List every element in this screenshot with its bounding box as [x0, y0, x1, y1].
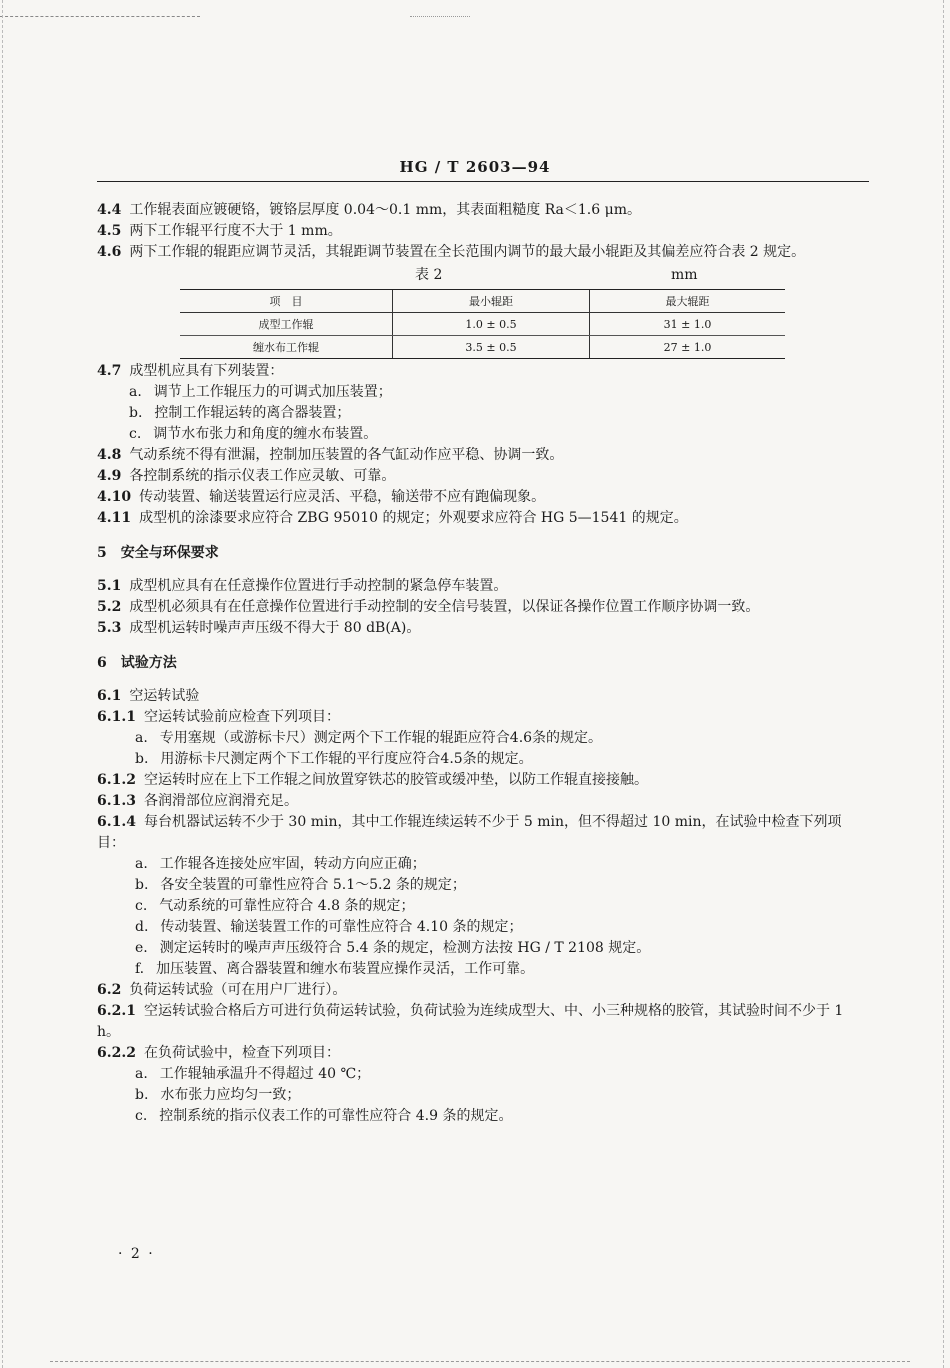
clause-text: 空运转试验合格后方可进行负荷运转试验，负荷试验为连续成型大、中、小三种规格的胶管，其试验时间不少于 1 h。 [97, 1003, 844, 1040]
clause-text: 空运转时应在上下工作辊之间放置穿铁芯的胶管或缓冲垫，以防工作辊直接接触。 [143, 772, 648, 788]
list-marker: d. [135, 919, 149, 935]
clause-number: 5.2 [97, 599, 122, 615]
scan-edge-left [2, 0, 3, 1368]
clause-5-1 [97, 576, 869, 597]
scan-artifact-top-dots [410, 16, 470, 17]
list-marker: c. [135, 898, 148, 914]
list-item [97, 959, 869, 980]
clause-text: 成型机运转时噪声声压级不得大于 80 dB(A)。 [129, 620, 421, 636]
clause-5-3 [97, 618, 869, 639]
clause-4-7 [97, 361, 869, 382]
scan-artifact-top [0, 16, 200, 17]
list-marker: b. [135, 877, 149, 893]
list-marker: a. [135, 856, 148, 872]
list-item [97, 1106, 869, 1127]
section-6-title: 6 试验方法 [97, 655, 177, 671]
list-item [97, 728, 869, 749]
list-item-text: 各安全装置的可靠性应符合 5.1～5.2 条的规定； [160, 877, 466, 893]
table-cell: 27 ± 1.0 [590, 336, 786, 359]
scan-artifact-bottom [50, 1361, 910, 1362]
table-unit: mm [671, 267, 698, 283]
table-header-cell: 最大辊距 [590, 290, 786, 313]
list-marker: b. [135, 751, 149, 767]
clause-5-2 [97, 597, 869, 618]
clause-4-5 [97, 221, 869, 242]
table-2-caption-row [97, 265, 869, 289]
clause-text: 各控制系统的指示仪表工作应灵敏、可靠。 [129, 468, 396, 484]
clause-text: 各润滑部位应润滑充足。 [143, 793, 298, 809]
table-cell: 缠水布工作辊 [180, 336, 393, 359]
clause-4-11 [97, 508, 869, 529]
clause-text: 在负荷试验中，检查下列项目： [143, 1045, 340, 1061]
clause-6-1-4 [97, 812, 869, 854]
clause-6-2-2 [97, 1043, 869, 1064]
clause-6-2 [97, 980, 869, 1001]
list-item-text: 水布张力应均匀一致； [160, 1087, 301, 1103]
list-item [97, 917, 869, 938]
table-header-cell: 项 目 [180, 290, 393, 313]
table-cell: 成型工作辊 [180, 313, 393, 336]
table-header-cell: 最小辊距 [393, 290, 590, 313]
list-item-text: 用游标卡尺测定两个下工作辊的平行度应符合4.5条的规定。 [160, 751, 533, 767]
list-marker: f. [135, 961, 145, 977]
page-number: · 2 · [118, 1246, 155, 1262]
clause-text: 成型机必须具有在任意操作位置进行手动控制的安全信号装置，以保证各操作位置工作顺序协调一致。 [129, 599, 760, 615]
table-row [180, 313, 785, 336]
clause-number: 4.6 [97, 244, 122, 260]
list-marker: b. [129, 405, 143, 421]
list-item [97, 382, 869, 403]
list-marker: b. [135, 1087, 149, 1103]
list-item-text: 调节水布张力和角度的缠水布装置。 [153, 426, 378, 442]
clause-text: 两下工作辊的辊距应调节灵活，其辊距调节装置在全长范围内调节的最大最小辊距及其偏差应符合表 2 规定。 [129, 244, 806, 260]
clause-number: 6.1.4 [97, 814, 136, 830]
clause-4-4 [97, 200, 869, 221]
list-item [97, 1064, 869, 1085]
clause-text: 传动装置、输送装置运行应灵活、平稳，输送带不应有跑偏现象。 [139, 489, 546, 505]
clause-number: 4.4 [97, 202, 122, 218]
table-row [180, 336, 785, 359]
clause-number: 4.9 [97, 468, 122, 484]
table-cell: 3.5 ± 0.5 [393, 336, 590, 359]
clause-number: 4.10 [97, 489, 132, 505]
standard-code-header: HG / T 2603—94 [399, 158, 551, 176]
clause-number: 4.7 [97, 363, 122, 379]
list-item-text: 传动装置、输送装置工作的可靠性应符合 4.10 条的规定； [160, 919, 523, 935]
header-rule [97, 181, 869, 182]
clause-number: 5.1 [97, 578, 122, 594]
table-cell: 1.0 ± 0.5 [393, 313, 590, 336]
list-item [97, 749, 869, 770]
clause-4-10 [97, 487, 869, 508]
clause-number: 4.5 [97, 223, 122, 239]
clause-number: 6.1.2 [97, 772, 136, 788]
clause-number: 6.1.3 [97, 793, 136, 809]
clause-6-1-1 [97, 707, 869, 728]
clause-number: 6.2 [97, 982, 122, 998]
clause-number: 6.2.2 [97, 1045, 136, 1061]
clause-text: 空运转试验前应检查下列项目： [143, 709, 340, 725]
clause-6-1-3 [97, 791, 869, 812]
clause-number: 6.2.1 [97, 1003, 136, 1019]
table-caption: 表 2 [415, 267, 443, 283]
list-item-text: 加压装置、离合器装置和缠水布装置应操作灵活，工作可靠。 [156, 961, 535, 977]
clause-number: 5.3 [97, 620, 122, 636]
list-item [97, 1085, 869, 1106]
table-cell: 31 ± 1.0 [590, 313, 786, 336]
list-item-text: 调节上工作辊压力的可调式加压装置； [153, 384, 392, 400]
clause-text: 成型机的涂漆要求应符合 ZBG 95010 的规定；外观要求应符合 HG 5—1541 的规定。 [139, 510, 688, 526]
list-item [97, 403, 869, 424]
section-5-title: 5 安全与环保要求 [97, 545, 219, 561]
table-header-row [180, 290, 785, 313]
list-marker: c. [129, 426, 142, 442]
document-body [97, 200, 869, 1127]
clause-text: 负荷运转试验（可在用户厂进行）。 [129, 982, 347, 998]
list-item-text: 气动系统的可靠性应符合 4.8 条的规定； [159, 898, 415, 914]
clause-6-1-2 [97, 770, 869, 791]
clause-6-1 [97, 686, 869, 707]
clause-number: 6.1 [97, 688, 122, 704]
list-item-text: 工作辊轴承温升不得超过 40 ℃； [159, 1066, 371, 1082]
clause-6-2-1 [97, 1001, 869, 1043]
clause-text: 工作辊表面应镀硬铬，镀铬层厚度 0.04～0.1 mm，其表面粗糙度 Ra＜1.6 μm。 [129, 202, 641, 218]
list-item-text: 控制系统的指示仪表工作的可靠性应符合 4.9 条的规定。 [159, 1108, 513, 1124]
list-item-text: 工作辊各连接处应牢固，转动方向应正确； [159, 856, 426, 872]
clause-number: 4.8 [97, 447, 122, 463]
list-marker: a. [129, 384, 142, 400]
clause-4-8 [97, 445, 869, 466]
list-marker: c. [135, 1108, 148, 1124]
list-item [97, 875, 869, 896]
clause-text: 气动系统不得有泄漏，控制加压装置的各气缸动作应平稳、协调一致。 [129, 447, 564, 463]
clause-text: 成型机应具有在任意操作位置进行手动控制的紧急停车装置。 [129, 578, 508, 594]
clause-text: 成型机应具有下列装置： [129, 363, 284, 379]
scan-edge-right [943, 0, 944, 1368]
clause-4-9 [97, 466, 869, 487]
list-item-text: 控制工作辊运转的离合器装置； [154, 405, 351, 421]
clause-text: 空运转试验 [129, 688, 200, 704]
clause-number: 6.1.1 [97, 709, 136, 725]
clause-text: 两下工作辊平行度不大于 1 mm。 [129, 223, 342, 239]
list-marker: a. [135, 730, 148, 746]
list-item [97, 854, 869, 875]
list-marker: a. [135, 1066, 148, 1082]
list-item-text: 专用塞规（或游标卡尺）测定两个下工作辊的辊距应符合4.6条的规定。 [159, 730, 603, 746]
list-item [97, 896, 869, 917]
clause-4-6 [97, 242, 869, 263]
clause-text: 每台机器试运转不少于 30 min，其中工作辊连续运转不少于 5 min，但不得超过 10 min，在试验中检查下列项目： [97, 814, 842, 851]
list-item-text: 测定运转时的噪声声压级符合 5.4 条的规定，检测方法按 HG / T 2108 规定。 [159, 940, 651, 956]
clause-number: 4.11 [97, 510, 132, 526]
list-item [97, 938, 869, 959]
list-marker: e. [135, 940, 148, 956]
table-2 [180, 289, 785, 359]
list-item [97, 424, 869, 445]
